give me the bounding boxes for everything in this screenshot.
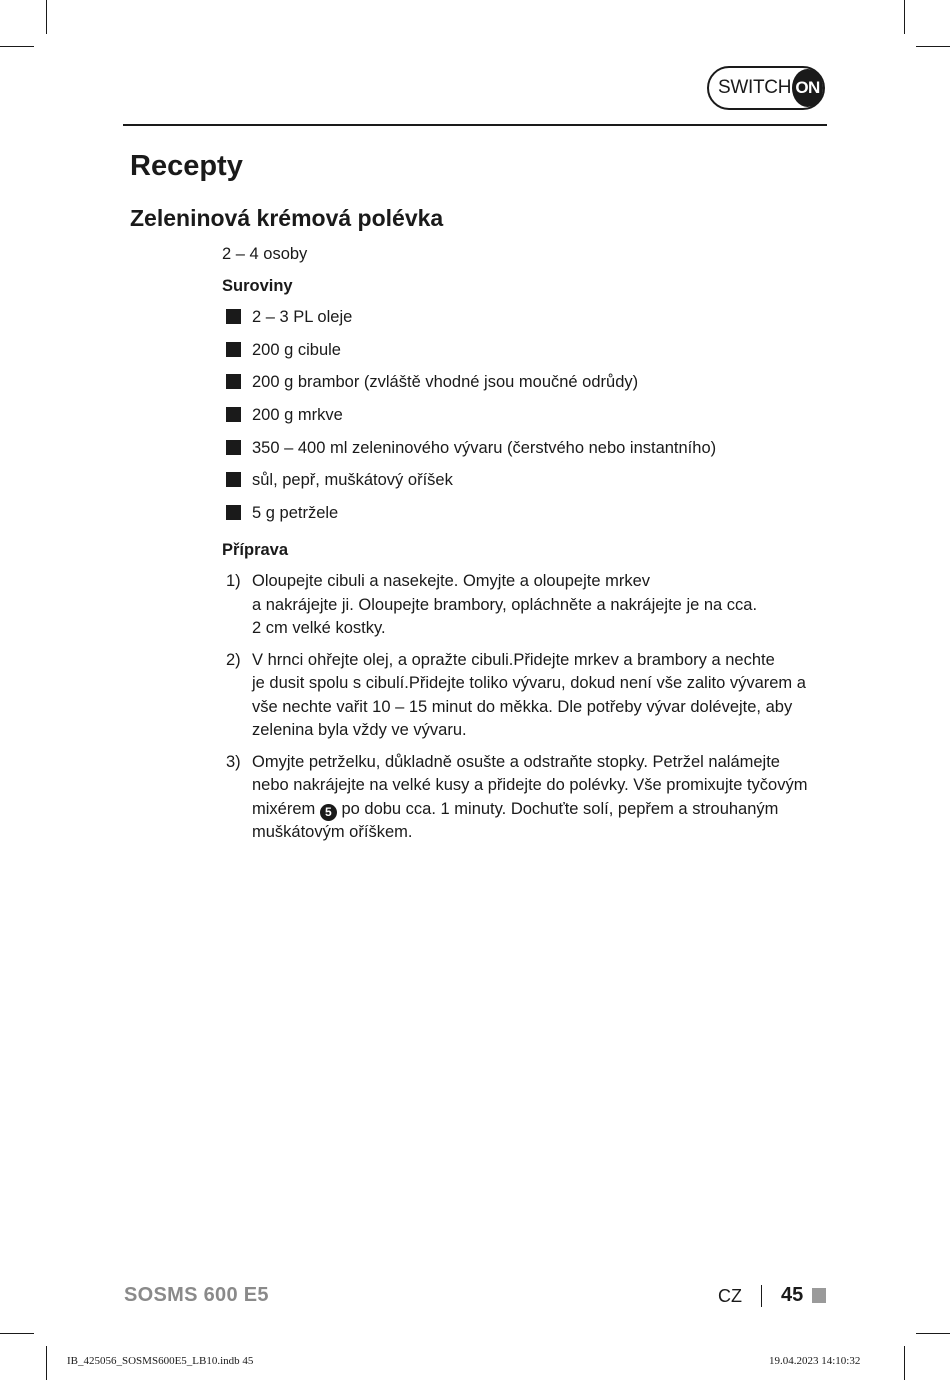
bullet-square-icon [226,505,241,520]
ingredient-text: 200 g brambor (zvláště vhodné jsou moučné odrůdy) [252,373,639,392]
ingredient-text: 5 g petržele [252,504,339,523]
step-line: nebo nakrájejte na velké kusy a přidejte do polévky. Vše promixujte tyčovým [252,776,808,794]
ingredient-text: 2 – 3 PL oleje [252,308,353,326]
part-reference-icon: 5 [320,804,337,821]
step-line: je dusit spolu s cibulí.Přidejte toliko vývaru, dokud není vše zalito vývarem a [252,674,806,692]
crop-mark [0,46,34,47]
preparation-heading: Příprava [222,541,289,559]
list-item [226,404,716,437]
step-line: V hrnci ohřejte olej, a opražte cibuli.Přidejte mrkev a brambory a nechte [252,650,775,669]
step-line: muškátovým oříškem. [252,823,413,841]
list-item [226,339,716,372]
crop-mark [0,1333,34,1334]
crop-mark [46,0,47,34]
list-item [226,502,716,535]
list-item [226,306,716,339]
step-text: po dobu cca. 1 minuty. Dochuťte solí, pepřem a strouhaným [341,799,779,818]
step-line: Omyjte petrželku, důkladně osušte a odstraňte stopky. Petržel nalámejte [252,752,780,771]
crop-mark [916,46,950,47]
step-item [226,570,826,641]
bullet-square-icon [226,342,241,357]
brand-logo [707,66,825,110]
ingredient-text: 200 g mrkve [252,406,343,425]
step-line: Oloupejte cibuli a nasekejte. Omyjte a oloupejte mrkev [252,572,651,590]
step-line: 2 cm velké kostky. [252,619,386,637]
page-number: 45 [781,1284,804,1306]
page-title: Recepty [130,150,243,182]
power-icon [792,69,823,107]
ingredient-text: 200 g cibule [252,340,341,359]
step-line: a nakrájejte ji. Oloupejte brambory, opláchněte a nakrájejte je na cca. [252,595,758,614]
ingredient-text: sůl, pepř, muškátový oříšek [252,471,453,490]
crop-mark [904,1346,905,1380]
logo-text: SWITCH [718,77,792,98]
step-line: zelenina byla vždy ve vývaru. [252,721,467,739]
list-item [226,437,716,470]
crop-mark [916,1333,950,1334]
print-slug-file: IB_425056_SOSMS600E5_LB10.indb 45 [67,1355,254,1367]
bullet-square-icon [226,407,241,422]
ingredient-text: 350 – 400 ml zeleninového vývaru (čerstvého nebo instantního) [252,438,717,457]
list-item [226,371,716,404]
print-slug-timestamp: 19.04.2023 14:10:32 [769,1355,861,1367]
step-item [226,751,826,845]
recipe-title: Zeleninová krémová polévka [130,205,444,231]
bullet-square-icon [226,472,241,487]
step-text: mixérem [252,799,316,818]
crop-mark [46,1346,47,1380]
step-item [226,649,826,743]
ingredients-heading: Suroviny [222,277,293,295]
logo-on-text: ON [795,78,820,97]
bullet-square-icon [226,440,241,455]
footer-divider [761,1285,762,1307]
bullet-square-icon [226,309,241,324]
step-number: 3) [226,752,241,771]
step-line [252,798,807,822]
preparation-steps [226,570,826,853]
header-rule [123,124,827,126]
list-item [226,469,716,502]
bullet-square-icon [226,374,241,389]
servings: 2 – 4 osoby [222,245,308,263]
page-marker-square [812,1288,826,1303]
step-number: 2) [226,650,241,669]
ingredients-list [226,306,716,535]
language-code: CZ [718,1286,742,1306]
crop-mark [904,0,905,34]
step-line: vše nechte vařit 10 – 15 minut do měkka. Dle potřeby vývar dolévejte, aby [252,697,793,716]
model-number: SOSMS 600 E5 [124,1284,269,1306]
step-number: 1) [226,572,241,590]
